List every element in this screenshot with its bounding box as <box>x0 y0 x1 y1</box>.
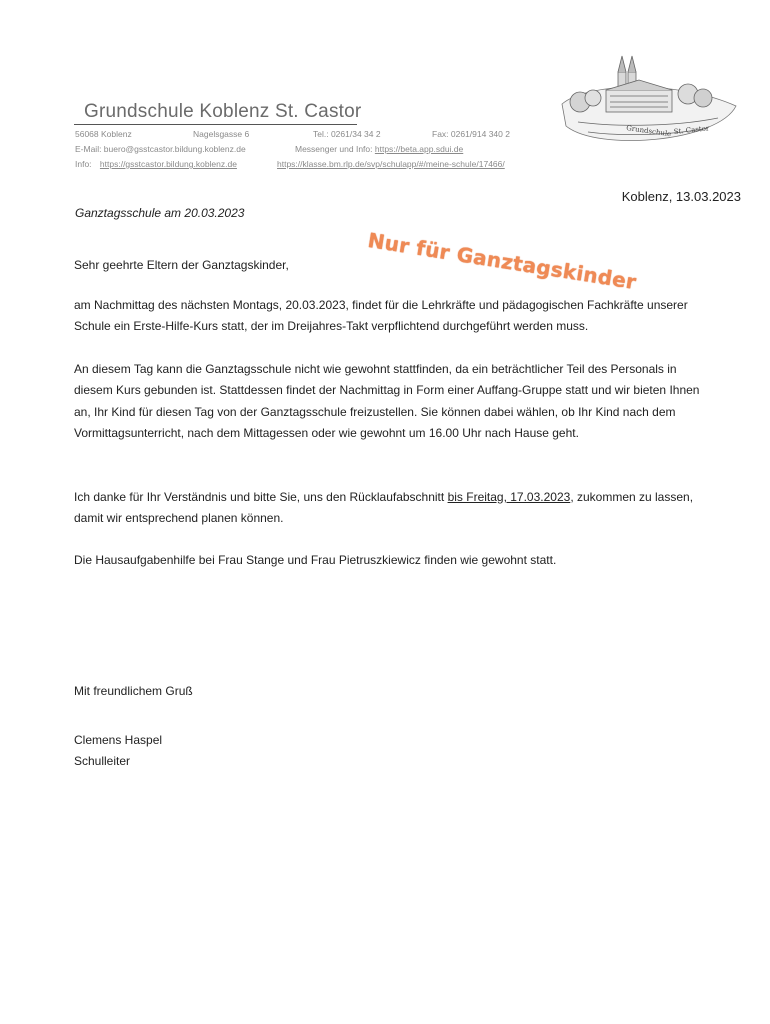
greeting-text: Sehr geehrte Eltern der Ganztagskinder, <box>74 258 289 272</box>
title-rule <box>74 124 357 125</box>
messenger-info <box>295 144 463 154</box>
paragraph-3-before: Ich danke für Ihr Verständnis und bitte Sie, uns den Rücklaufabschnitt <box>74 490 448 504</box>
street-address: Nagelsgasse 6 <box>193 129 250 139</box>
closing <box>74 681 714 702</box>
schulapp-link-wrap <box>277 159 505 169</box>
signer-role: Schulleiter <box>74 754 131 769</box>
schulapp-link[interactable]: https://klasse.bm.rlp.de/svp/schulapp/#/meine-schule/17466/ <box>277 159 505 169</box>
email-address: E-Mail: buero@gsstcastor.bildung.koblenz.de <box>75 144 246 154</box>
signature-block <box>74 730 714 773</box>
info-links <box>75 159 237 169</box>
signer-name: Clemens Haspel <box>74 733 163 747</box>
info-label: Info: <box>75 159 92 169</box>
postal-code: 56068 Koblenz <box>75 129 132 139</box>
paragraph-3 <box>74 487 714 530</box>
fax-number: Fax: 0261/914 340 2 <box>432 129 510 139</box>
messenger-link[interactable]: https://beta.app.sdui.de <box>374 144 464 154</box>
school-website-link[interactable]: https://gsstcastor.bildung.koblenz.de <box>99 159 237 169</box>
paragraph-1-text: am Nachmittag des nächsten Montags, 20.03.2023, findet für die Lehrkräfte und pädagogischen Fachkräfte unserer Schule ein Erste-Hilfe-Kurs statt, der im Dreijahres-Takt verpflichtend durchgeführt werden muss. <box>74 298 688 334</box>
paragraph-3-after: , zukommen zu lassen, damit wir entsprechend planen können. <box>74 490 694 526</box>
messenger-label: Messenger und Info: <box>295 144 373 154</box>
paragraph-2-text: An diesem Tag kann die Ganztagsschule nicht wie gewohnt stattfinden, da ein beträchtlicher Teil des Personals in diesem Kurs gebunden ist. Stattdessen findet der Nachmittag in Form einer Auffang-Gruppe statt und wir bieten Ihnen an, Ihr Kind für diesen Tag von der Ganztagsschule freizustellen. Sie können dabei wählen, ob Ihr Kind nach dem Vormittagsunterricht, nach dem Mittagessen oder wie gewohnt um 16.00 Uhr nach Hause geht. <box>74 362 700 440</box>
logo-text-right: St. Castor <box>673 124 710 136</box>
paragraph-1 <box>74 295 714 338</box>
closing-text: Mit freundlichem Gruß <box>74 684 193 698</box>
phone-number: Tel.: 0261/34 34 2 <box>313 129 381 139</box>
logo-text-left: Grundschule <box>625 124 672 139</box>
greeting <box>74 255 714 276</box>
paragraph-4 <box>74 550 714 571</box>
audience-stamp: Nur für Ganztagskinder <box>366 228 639 295</box>
letter-subject: Ganztagsschule am 20.03.2023 <box>75 206 245 220</box>
school-name: Grundschule Koblenz St. Castor <box>84 101 362 122</box>
letter-date: Koblenz, 13.03.2023 <box>621 189 741 204</box>
paragraph-4-text: Die Hausaufgabenhilfe bei Frau Stange und Frau Pietruszkiewicz finden wie gewohnt statt. <box>74 553 557 567</box>
paragraph-2 <box>74 359 714 444</box>
deadline-underlined: bis Freitag, 17.03.2023 <box>447 490 571 504</box>
school-logo <box>558 52 740 156</box>
paragraph-3-text <box>74 487 714 530</box>
